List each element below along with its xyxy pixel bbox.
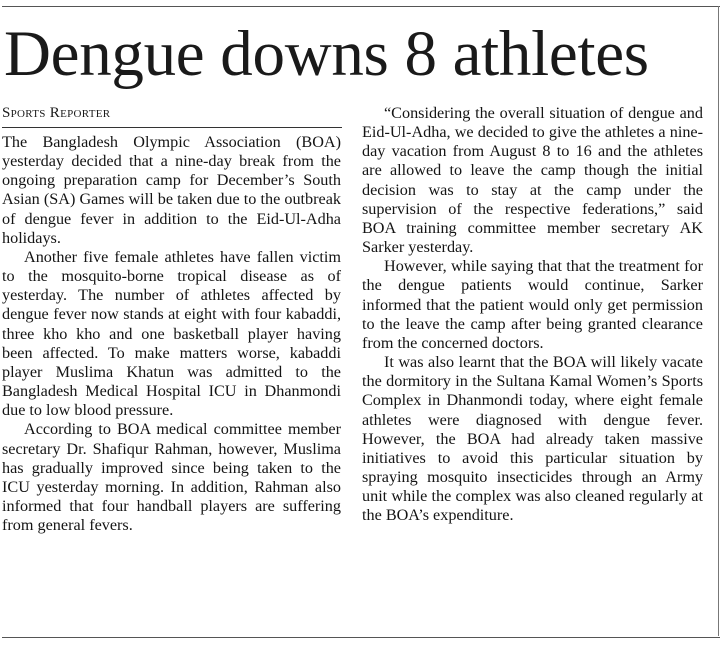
paragraph: The Bangladesh Olympic Association (BOA) yesterday decided that a nine-day break from the ongoing preparation camp for December’s South Asian (SA) Games will be taken due to the outbreak of dengue fever in addition to the Eid-Ul-Adha holidays. <box>2 133 341 247</box>
byline-rule <box>2 127 342 128</box>
paragraph: However, while saying that that the treatment for the dengue patients would continue, Sarker informed that the patient would only get permission to the leave the camp after being granted clearance from the concerned doctors. <box>362 257 703 352</box>
paragraph: According to BOA medical committee member secretary Dr. Shafiqur Rahman, however, Muslima has gradually improved since being taken to the ICU yesterday morning. In addition, Rahman also informed that four handball players are suffering from general fevers. <box>2 420 341 535</box>
right-column-rule <box>718 6 719 636</box>
paragraph: It was also learnt that the BOA will likely vacate the dormitory in the Sultana Kamal Women’s Sports Complex in Dhanmondi today, where eight female athletes were diagnosed with dengue fever. However, the BOA had already taken massive initiatives to avoid this particular situation by spraying mosquito insecticides through an Army unit while the complex was also cleaned regularly at the BOA’s expenditure. <box>362 353 703 525</box>
article-column-right <box>362 104 703 525</box>
bottom-rule <box>2 637 720 638</box>
byline: Sports Reporter <box>2 105 111 121</box>
paragraph: “Considering the overall situation of dengue and Eid-Ul-Adha, we decided to give the athletes a nine-day vacation from August 8 to 16 and the athletes are allowed to leave the camp though the initial decision was to stay at the camp under the supervision of the respective federations,” said BOA training committee member secretary AK Sarker yesterday. <box>362 104 703 257</box>
top-rule <box>2 6 720 7</box>
paragraph: Another five female athletes have fallen victim to the mosquito-borne tropical disease as of yesterday. The number of athletes affected by dengue fever now stands at eight with four kabaddi, three kho kho and one basketball player having been affected. To make matters worse, kabaddi player Muslima Khatun was admitted to the Bangladesh Medical Hospital ICU in Dhanmondi due to low blood pressure. <box>2 247 341 420</box>
article-column-left <box>2 133 341 535</box>
headline: Dengue downs 8 athletes <box>4 18 649 90</box>
